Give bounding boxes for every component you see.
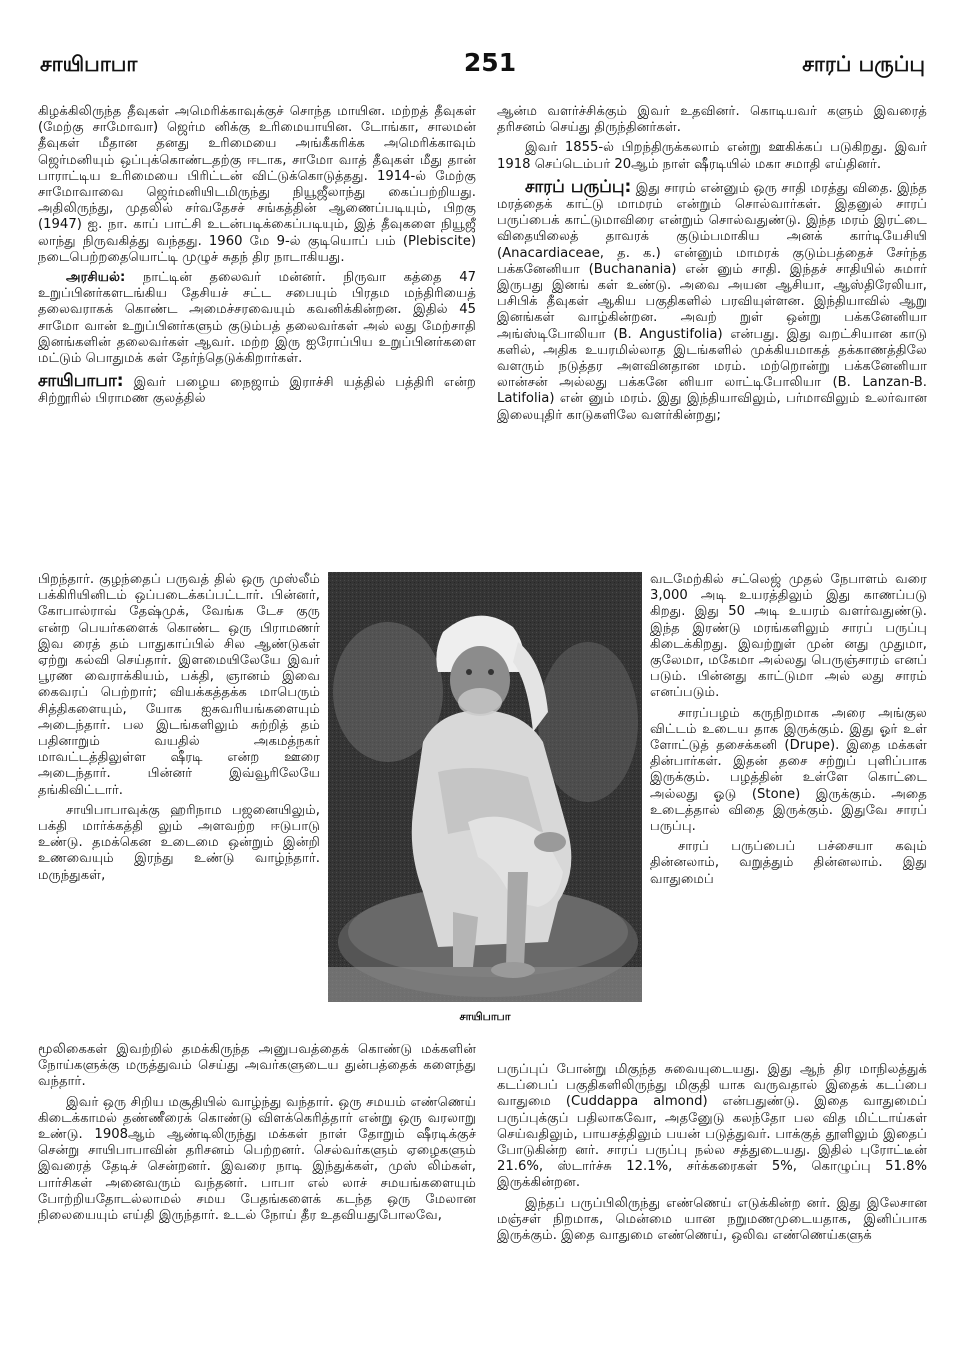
saarap-heading: சாரப் பருப்பு: (525, 176, 632, 197)
paragraph-saarap-range: வடமேற்கில் சட்லெஜ் முதல் நேபாளம் வரை 3,000 அடி உயரத்திலும் இது காணப்படு கிறது. இது 50 அடி உயரம் வளர்வதுண்டு. இந்த இரண்டு மரங்களிலும் சாரப் பருப்பு கிடைக்கிறது. இவற்றுள் முன் னது முதுமா, குலேமா, மகேமா அல்லது பெருஞ்சாரம் எனப் படும். பின்னது காட்டுமா அல் லது சாரம் எனப்படும். (650, 572, 927, 701)
paragraph-saarap-intro (497, 176, 927, 424)
paragraph-saarap-uses: பருப்புப் போன்று மிகுந்த சுவையுடையது. இது ஆந் திர மாநிலத்துக் கடப்பைப் பகுதிகளிலிருந்து மிகுதி யாக வருவதால் இதைக் கடப்பை வாதுமை (Cuddappa almond) என்பதுண்டு. இதை வாதுமைப் பருப்புக்குப் பதிலாகவோ, அதனுேடு கலந்தோ பல வித மிட்டாய்கள் செய்வதிலும், பாயசத்திலும் பயன் படுத்துவர். பாக்குத் தூளிலும் இதைப் போடுகின்ற னர். சாரப் பருப்பு நல்ல சத்துடையது. இதில் புரோட்டீன் 21.6%, ஸ்டார்ச்சு 12.1%, சர்க்கரைகள் 5%, கொழுப்பு 51.8% இருக்கின்றன. (497, 1062, 927, 1191)
paragraph-saibaba-dates: இவர் 1855-ல் பிறந்திருக்கலாம் என்று ஊகிக்கப் படுகிறது. இவர் 1918 செப்டெம்பர் 20ஆம் நாள் ஷீரடியில் மகா சமாதி எய்தினர். (497, 140, 927, 172)
left-column-narrow (38, 572, 320, 888)
left-column-bottom (38, 1042, 476, 1228)
politics-text: நாட்டின் தலைவர் மன்னர். நிருவா கத்தை 47 உறுப்பினர்களடங்கிய தேசியச் சட்ட சபையும் பிரதம மந்திரியைத் தலைவராகக் கொண்ட அமைச்சரவையும் கவனிக்கின்றன. இதில் 45 சாமோ வான் உறுப்பினர்களும் குடும்பத் தலைவர்கள் அல் லது மேற்சாதி இனங்களின் தலைவர்கள் ஆவர். மற்ற இரு ஐரோப்பிய உறுப்பினர்களை மட்டும் பொதுமக் கள் தேர்ந்தெடுக்கிறார்கள். (38, 270, 476, 367)
right-column-narrow (650, 572, 927, 892)
paragraph-samoa-history: கிழக்கிலிருந்த தீவுகள் அமெரிக்காவுக்குச் சொந்த மாயின. மற்றத் தீவுகள் (மேற்கு சாமோவா) ஜெர்ம னிக்கு உரிமையாயின. டோங்கா, சாலமன் தீவுகள் மீதான தனது உரிமையை அங்கீகரிக்க அமெரிக்காவும் ஜெர்மனியும் ஒப்புக்கொண்டதற்கு ஈடாக, சாமோ வாத் தீவுகள் மீது தான் பாராட்டிய உரிமையை பிரிட்டன் விட்டுக்கொடுத்தது. 1914-ல் மேற்கு சாமோவாவை ஜெர்மனியிடமிருந்து நியூஜீலாந்து கைப்பற்றியது. அதிலிருந்து, முதலில் சர்வதேசச் சங்கத்தின் ஆணைப்படியும், பிறகு (1947) ஐ. நா. காப் பாட்சி உடன்படிக்கைப்படியும், இத் தீவுகளை நியூஜீ லாந்து நிருவகித்து வந்தது. 1960 மே 9-ல் குடியொப் பம் (Plebiscite) நடைபெற்றதையொட்டி முழுச் சுதந் திர நாடாகியது. (38, 104, 476, 265)
photo-caption: சாயிபாபா (459, 1010, 511, 1023)
running-head-right: சாரப் பருப்பு (802, 52, 925, 76)
paragraph-saibaba-mosque: இவர் ஒரு சிறிய மசூதியில் வாழ்ந்து வந்தார். ஒரு சமயம் எண்ணெய் கிடைக்காமல் தண்ணீரைக் கொண்டு விளக்கெரித்தார் என்று ஒரு வரலாறு உண்டு. 1908ஆம் ஆண்டிலிருந்து மக்கள் நாள் தோறும் ஷீரடிக்குச் சென்று சாயிபாபாவின் தரிசனம் பெற்றனர். செல்வர்களும் ஏழைகளும் இவரைத் தேடிச் சென்றனர். இவரை நாடி இந்துக்கள், முஸ் லிம்கள், பார்சிகள் அனைவரும் வந்தனர். பாபா எல் லாச் சமயங்களையும் போற்றியதோடல்லாமல் சமய பேதங்களைக் கடந்த ஒரு மேலான நிலையையும் எய்தி இருந்தார். உடல் நோய் தீர உதவியதுபோலவே, (38, 1094, 476, 1224)
paragraph-saibaba-intro (38, 373, 476, 407)
paragraph-saibaba-life: பிறந்தார். குழந்தைப் பருவத் தில் ஒரு முஸ்லீம் பக்கிரியினிடம் ஒப்படைக்கப்பட்டார். பின்னர், கோபால்ராவ் தேஷ்முக், வேங்க டேச குரு என்ற பெயர்களைக் கொண்ட ஒரு பிராமணர் இவ ரைத் தம் பாதுகாப்பில் சில ஆண்டுகள் ஏற்று கல்வி செய்தார். இளமையிலேயே இவர் பூரண வைராக்கியம், பக்தி, ஞானம் இவை கைவரப் பெற்றார்; வியக்கத்தக்க மாபெரும் சித்திகளையும், யோக ஐசுவரியங்களையும் அடைந்தார். பல இடங்களிலும் சுற்றித் தம் பதினாறும் வயதில் அகமத்நகர் மாவட்டத்திலுள்ள ஷீரடி என்ற ஊரை அடைந்தார். பின்னர் இவ்வூரிலேயே தங்கிவிட்டார். (38, 572, 320, 798)
left-column-top (38, 104, 476, 412)
right-column-top (497, 104, 927, 428)
paragraph-saarap-eating: சாரப் பருப்பைப் பச்சையா கவும் தின்னலாம், வறுத்தும் தின்னலாம். இது வாதுமைப் (650, 839, 927, 887)
paragraph-saibaba-continued: ஆன்ம வளர்ச்சிக்கும் இவர் உதவினர். கொடியவர் களும் இவரைத் தரிசனம் செய்து திருந்தினர்கள். (497, 104, 927, 136)
paragraph-saibaba-healing: மூலிகைகள் இவற்றில் தமக்கிருந்த அனுபவத்தைக் கொண்டு மக்களின் நோய்களுக்கு மருத்துவம் செய்து அவர்களுடைய துன்பத்தைக் களைந்து வந்தார். (38, 1042, 476, 1090)
paragraph-saibaba-devotion: சாயிபாபாவுக்கு ஹரிநாம பஜனையிலும், பக்தி மார்க்கத்தி லும் அளவற்ற ஈடுபாடு உண்டு. தமக்கென உடைமை ஒன்றும் இன்றி உணவையும் இரந்து உண்டு வாழ்ந்தார். மருந்துகள், (38, 802, 320, 883)
paragraph-politics (38, 270, 476, 367)
saibaba-intro-text: இவர் பழைய நைஜாம் இராச்சி யத்தில் பத்திரி என்ற சிற்றூரில் பிராமண குலத்தில் (38, 375, 476, 407)
paragraph-saarap-oil: இந்தப் பருப்பிலிருந்து எண்ணெய் எடுக்கின்ற னர். இது இலேசான மஞ்சள் நிறமாக, மென்மை யான நறுமணமுடையதாக, இனிப்பாக இருக்கும். இதை வாதுமை எண்ணெய், ஒலிவ எண்ணெய்களுக் (497, 1195, 927, 1244)
politics-heading: அரசியல்: (66, 270, 126, 286)
saibaba-photo-illustration (328, 572, 642, 1002)
saibaba-photo (328, 572, 642, 1002)
right-column-bottom (497, 1062, 927, 1248)
saibaba-heading: சாயிபாபா: (38, 371, 124, 392)
paragraph-saarap-fruit: சாரப்பழம் கருநிறமாக அரை அங்குல விட்டம் உடைய தாக இருக்கும். இது ஓர் உள் ளோட்டுத் தசைக்கனி (Drupe). இதை மக்கள் தின்பார்கள். இதன் தசை சற்றுப் புளிப்பாக இருக்கும். பழத்தின் உள்ளே கொட்டை அல்லது ஓடு (Stone) இருக்கும். அதை உடைத்தால் விதை இருக்கும். இதுவே சாரப் பருப்பு. (650, 705, 927, 835)
running-head-left: சாயிபாபா (40, 52, 138, 76)
page-number: 251 (463, 48, 517, 77)
saarap-intro-text: இது சாரம் என்னும் ஒரு சாதி மரத்து விதை. இந்த மரத்தைக் காட்டு மாமரம் என்றும் சொல்வார்கள். இதனுல் சாரப் பருப்பைக் காட்டுமாவிரை என்றும் சொல்வதுண்டு. இந்த மரம் இரட்டை விதையிலைத் தாவரக் குடும்பமாகிய அனக் கார்டியேசியி (Anacardiaceae, த. க.) என்னும் மாமரக் குடும்பத்தைச் சேர்ந்த பக்கனேனியா (Buchanania) என் னும் சாதி. இந்தச் சாதியில் சுமார் இருபது இனங் கள் உண்டு. அவை அயன ஆசியா, ஆஸ்திரேலியா, பசிபிக் தீவுகள் ஆகிய பகுதிகளில் பரவியுள்ளன. இந்தியாவில் ஆறு இனங்கள் வாழ்கின்றன. அவற் றுள் ஒன்று பக்கனேனியா அங்ஸ்டிபோலியா (B. Angustifolia) என்பது. இது வறட்சியான காடு களில், அதிக உயரமில்லாத இடங்களில் முக்கியமாகத் தக்காணத்திலே வளரும் நடுத்தர அளவினதான மரம். மற்றொன்று பக்கனேனியா லான்சன் அல்லது பக்கனே னியா லாட்டிபோலியா (B. Lanzan-B. Latifolia) என் னும் மரம். இது இந்தியாவிலும், பர்மாவிலும் உலர்வான இலையுதிர் காடுகளிலே வளர்கின்றது; (497, 180, 927, 423)
